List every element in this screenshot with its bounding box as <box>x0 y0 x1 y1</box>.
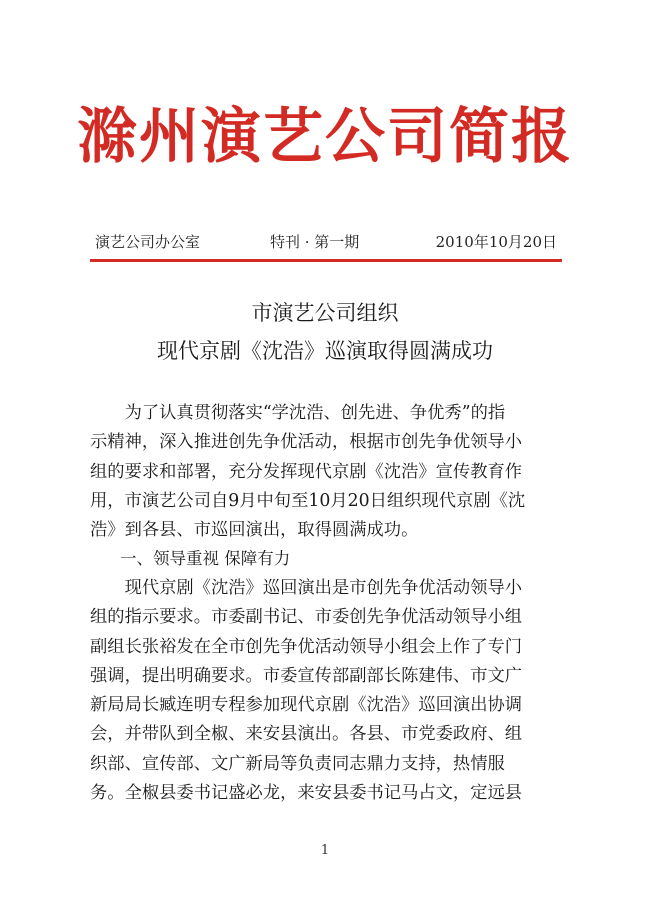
paragraph-line: 组的要求和部署，充分发挥现代京剧《沈浩》宣传教育作 <box>90 461 523 482</box>
paragraph-section-1 <box>90 574 560 808</box>
page-number: 1 <box>320 843 330 858</box>
article-title-line-1: 市演艺公司组织 <box>251 301 399 325</box>
issue-header <box>95 229 557 255</box>
masthead-title: 滁州演艺公司简报 <box>77 102 573 172</box>
issue-number: 特刊 · 第一期 <box>270 233 360 251</box>
issuing-office: 演艺公司办公室 <box>95 233 201 251</box>
paragraph-line: 为了认真贯彻落实“学沈浩、创先进、争优秀”的指 <box>90 403 506 423</box>
paragraph-line: 新局局长臧连明专程参加现代京剧《沈浩》巡回演出协调 <box>90 695 523 716</box>
paragraph-line: 会，并带队到全椒、来安县演出。各县、市党委政府、组 <box>90 724 523 745</box>
paragraph-line: 强调，提出明确要求。市委宣传部副部长陈建伟、市文广 <box>90 665 523 686</box>
paragraph-intro <box>90 399 560 545</box>
article-title-line-2: 现代京剧《沈浩》巡演取得圆满成功 <box>157 339 493 363</box>
paragraph-line: 织部、宣传部、文广新局等负责同志鼎力支持，热情服 <box>90 753 505 774</box>
paragraph-line: 副组长张裕发在全市创先争优活动领导小组会上作了专门 <box>90 636 523 657</box>
paragraph-line: 务。全椒县委书记盛必龙，来安县委书记马占文，定远县 <box>90 783 523 804</box>
paragraph-line: 浩》到各县、市巡回演出，取得圆满成功。 <box>90 520 419 541</box>
paragraph-line: 现代京剧《沈浩》巡回演出是市创先争优活动领导小 <box>90 578 523 598</box>
paragraph-line: 示精神，深入推进创先争优活动，根据市创先争优领导小 <box>90 432 523 453</box>
paragraph-line: 组的指示要求。市委副书记、市委创先争优活动领导小组 <box>90 607 523 628</box>
section-heading: 一、领导重视 保障有力 <box>120 549 291 568</box>
issue-date: 2010年10月20日 <box>435 233 557 251</box>
paragraph-line: 用，市演艺公司自9月中旬至10月20日组织现代京剧《沈 <box>90 490 526 511</box>
header-divider <box>90 259 562 262</box>
